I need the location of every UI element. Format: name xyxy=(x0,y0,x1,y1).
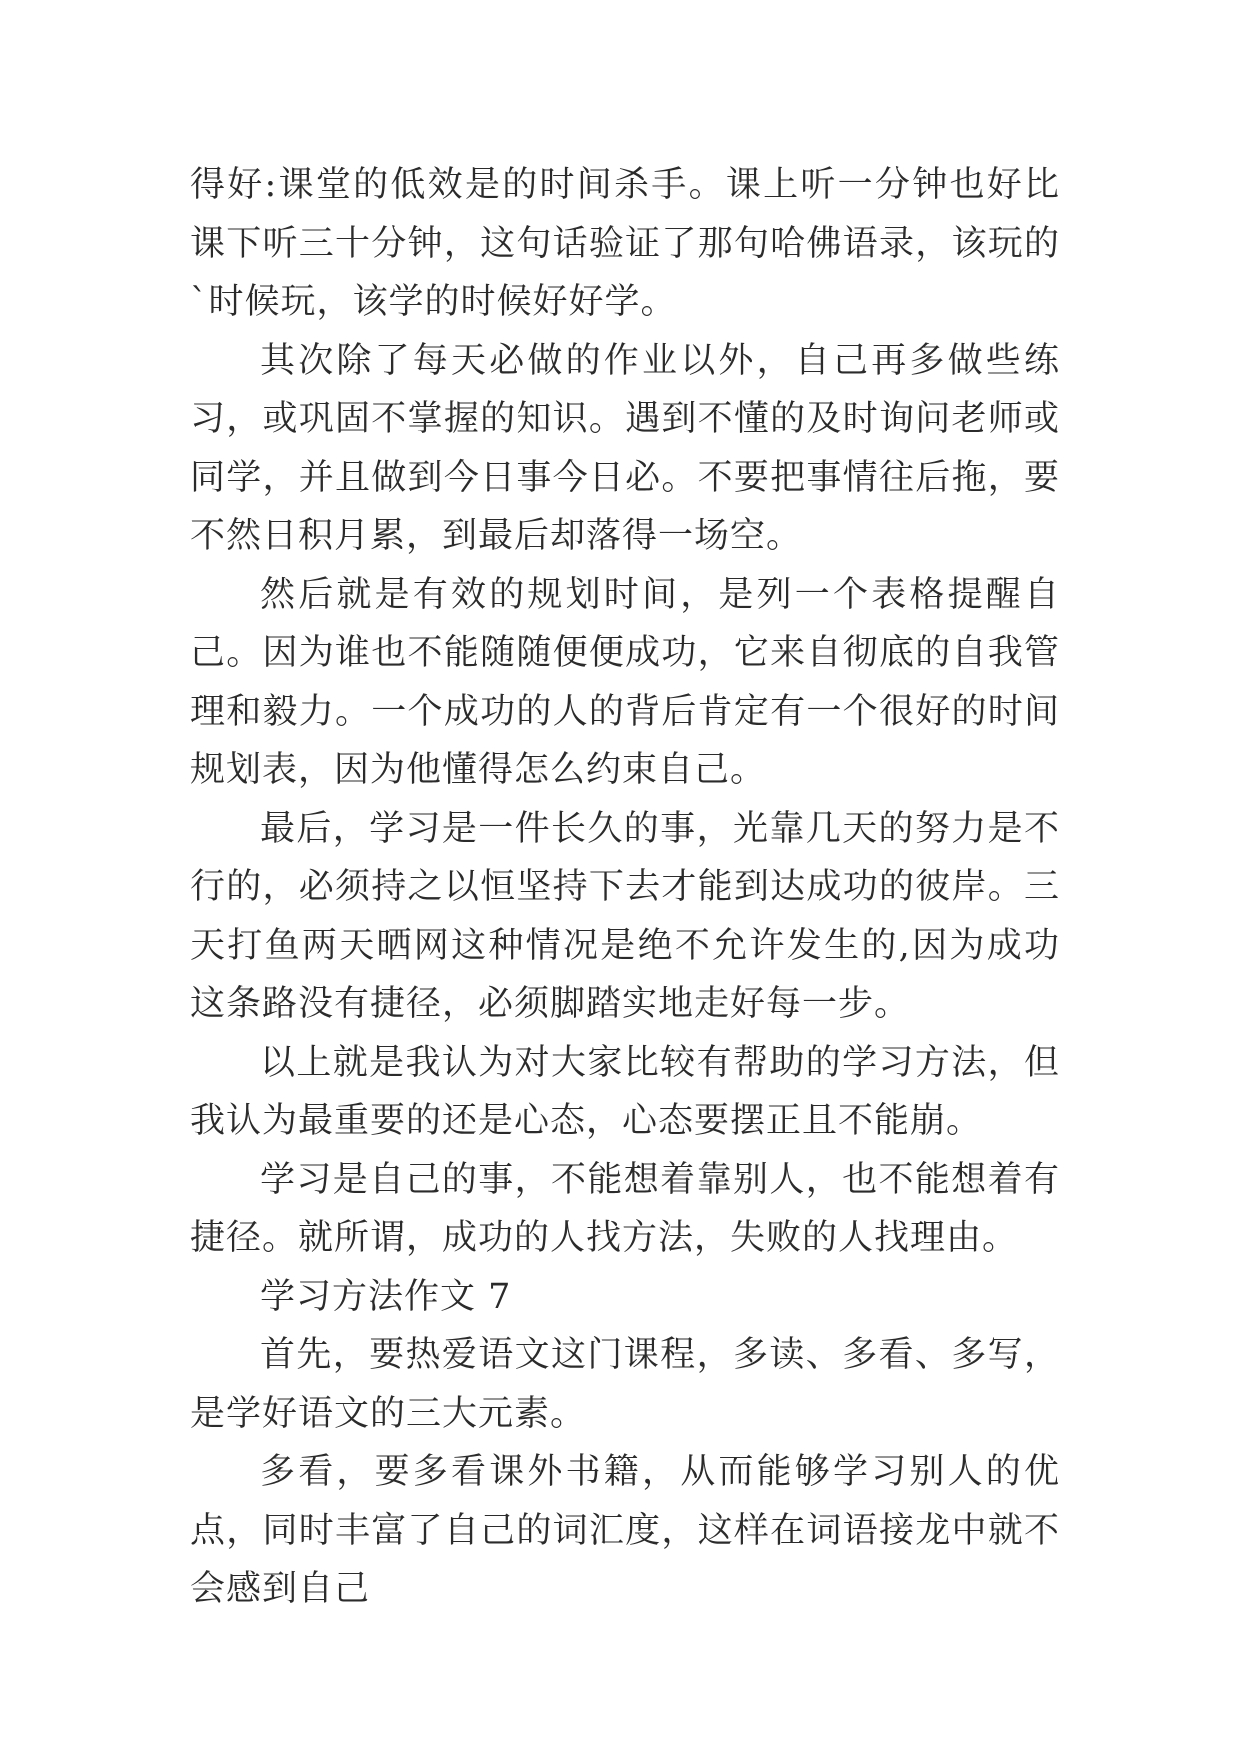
paragraph-continued: 得好:课堂的低效是的时间杀手。课上听一分钟也好比课下听三十分钟，这句话验证了那句哈佛语录，该玩的`时候玩，该学的时候好好学。 xyxy=(190,165,1060,322)
paragraph: 学习是自己的事，不能想着靠别人，也不能想着有捷径。就所谓，成功的人找方法，失败的人找理由。 xyxy=(190,1159,1060,1258)
paragraph: 以上就是我认为对大家比较有帮助的学习方法，但我认为最重要的还是心态，心态要摆正且不能崩。 xyxy=(190,1042,1060,1141)
paragraph: 多看，要多看课外书籍，从而能够学习别人的优点，同时丰富了自己的词汇度，这样在词语接龙中就不会感到自己 xyxy=(190,1452,1060,1609)
paragraph: 最后，学习是一件长久的事，光靠几天的努力是不行的，必须持之以恒坚持下去才能到达成功的彼岸。三天打鱼两天晒网这种情况是绝不允许发生的,因为成功这条路没有捷径，必须脚踏实地走好每一步。 xyxy=(190,808,1060,1024)
paragraph: 其次除了每天必做的作业以外，自己再多做些练习，或巩固不掌握的知识。遇到不懂的及时询问老师或同学，并且做到今日事今日必。不要把事情往后拖，要不然日积月累，到最后却落得一场空。 xyxy=(190,340,1060,556)
paragraph: 然后就是有效的规划时间，是列一个表格提醒自己。因为谁也不能随随便便成功，它来自彻底的自我管理和毅力。一个成功的人的背后肯定有一个很好的时间规划表，因为他懂得怎么约束自己。 xyxy=(190,574,1060,790)
document-body xyxy=(190,156,1060,1619)
paragraph: 首先，要热爱语文这门课程，多读、多看、多写，是学好语文的三大元素。 xyxy=(190,1335,1060,1434)
section-heading: 学习方法作文 7 xyxy=(260,1276,512,1317)
